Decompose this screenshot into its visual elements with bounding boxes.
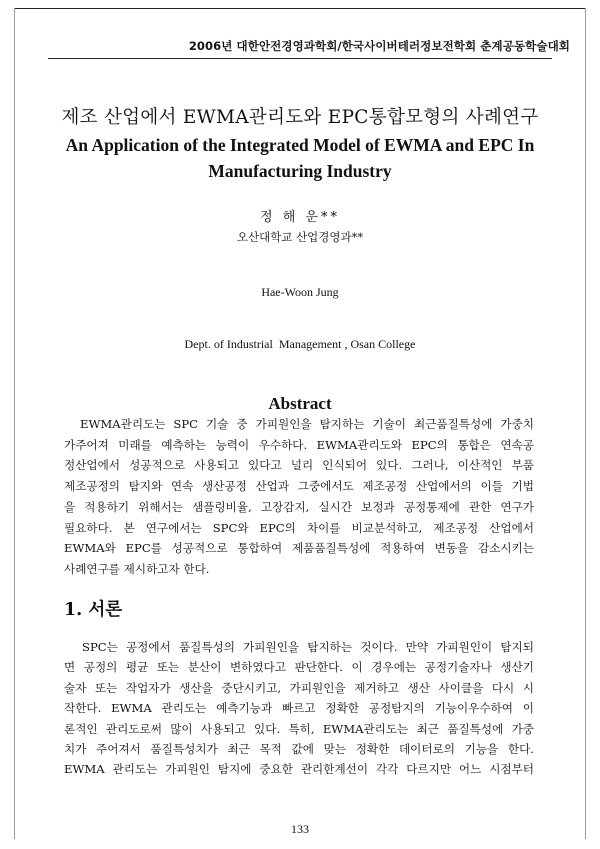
section-line: 치가 주어져서 품질특성치가 최근 목적 값에 맞는 정확한 데이터로의 기능을 한다. (64, 742, 534, 757)
page-frame-top (14, 8, 586, 9)
abstract-line: 가주어져 미래를 예측하는 능력이 우수하다. EWMA관리도와 EPC의 통합은 연속공 (64, 437, 534, 452)
page-number: 133 (291, 822, 309, 836)
section-line: SPC는 공정에서 품질특성의 가피원인을 탐지하는 것이다. 만약 가피원인이 탐지되 (82, 640, 534, 654)
author-name-english: Hae-Woon Jung (261, 285, 339, 299)
title-korean: 제조 산업에서 EWMA관리도와 EPC통합모형의 사례연구 (61, 107, 539, 128)
page-frame-left (14, 8, 15, 839)
abstract-line: 제조공정의 탐지와 연속 생산공정 산업과 그중에서도 제조공정 산업에서의 이들 기법 (64, 479, 534, 494)
section-heading-introduction: 1. 서론 (64, 600, 123, 620)
conference-header: 2006년 대한안전경영과학회/한국사이버테러정보전학회 춘계공동학술대회 (188, 39, 570, 53)
author-affiliation-korean: 오산대학교 산업경영과** (236, 230, 364, 244)
title-english: An Application of the Integrated Model of EWMA and EPC In Manufacturing Industry (65, 135, 535, 181)
page-frame-right (585, 8, 586, 839)
section-body-introduction (64, 637, 534, 780)
abstract-line: 정산업에서 성공적으로 사용되고 있다고 널리 인식되어 있다. 그러나, 이산적인 부품 (64, 458, 534, 473)
abstract-body (64, 414, 534, 580)
header-rule (48, 58, 552, 59)
section-line: 면 공정의 평균 또는 분산이 변하였다고 판단한다. 이 경우에는 공정기술자나 생산기 (64, 660, 534, 675)
section-line: 작한다. EWMA 관리도는 예측기능과 빠르고 정확한 공정탐지의 기능이우수하여 이 (64, 701, 534, 716)
abstract-line: 필요하다. 본 연구에서는 SPC와 EPC의 차이를 비교분석하고, 제조공정 산업에서 (64, 520, 534, 535)
author-affiliation-english: Dept. of Industrial Management , Osan College (184, 337, 416, 351)
section-line: EWMA 관리도는 가피원인 탐지에 중요한 관리한계선이 각각 다르지만 어느 시점부터 (64, 762, 534, 777)
section-line: 론적인 관리도로써 많이 사용되고 있다. 특히, EWMA관리도는 최근 품질특성에 가중 (64, 721, 534, 736)
abstract-line: 을 적용하기 위해서는 샘플링비율, 고장감지, 실시간 보정과 공정통제에 관한 연구가 (64, 499, 534, 514)
abstract-line: EWMA관리도는 SPC 기술 중 가피원인을 탐지하는 기술이 최근품질특성에 가중치 (80, 417, 534, 431)
section-line: 술자 또는 작업자가 생산을 중단시키고, 가피원인을 제거하고 생산 사이클을 다시 시 (64, 680, 534, 695)
abstract-line: EWMA와 EPC를 성공적으로 통합하여 제품품질특성에 적용하여 변동을 감소시키는 (64, 541, 534, 556)
author-name-korean: 정 해 운** (260, 210, 340, 225)
abstract-heading: Abstract (268, 394, 332, 413)
abstract-line: 사례연구를 제시하고자 한다. (64, 561, 210, 576)
